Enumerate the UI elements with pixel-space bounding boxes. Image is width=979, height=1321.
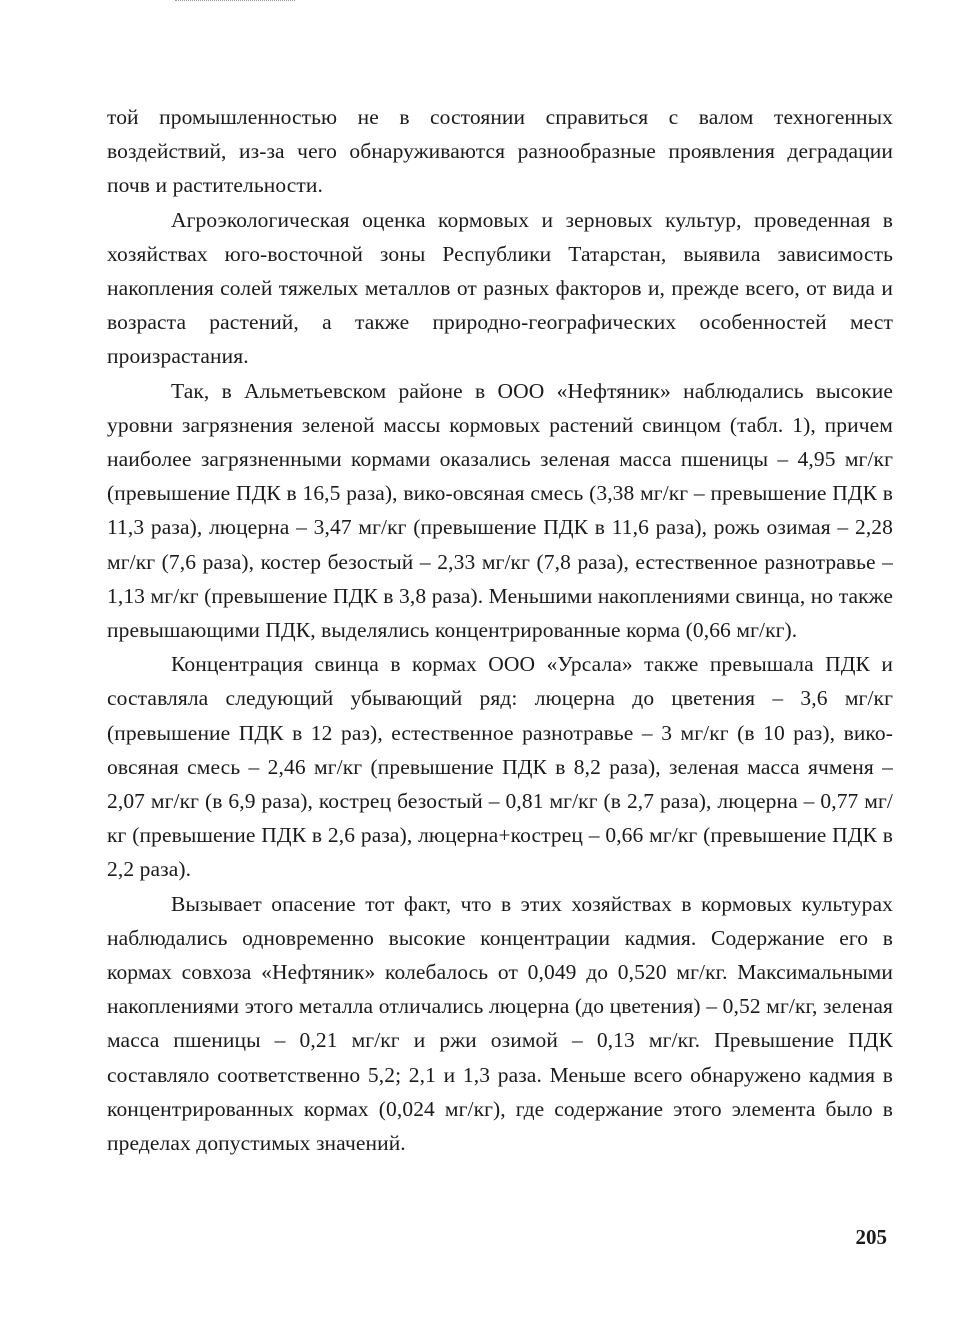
paragraph-5: Вызывает опасение тот факт, что в этих хозяйствах в кормовых культурах наблюдались одновременно высокие концентрации кадмия. Содержание его в кормах совхоза «Нефтяник» колебалось от 0,049 до 0,520 мг/кг. Максимальными накоплениями этого металла отличались люцерна (до цветения) – 0,52 мг/кг, зеленая масса пшеницы – 0,21 мг/кг и ржи озимой – 0,13 мг/кг. Превышение ПДК составляло соответственно 5,2; 2,1 и 1,3 раза. Меньше всего обнаружено кадмия в концентрированных кормах (0,024 мг/кг), где содержание этого элемента было в пределах допустимых значений. bbox=[107, 891, 893, 1156]
paragraph-3: Так, в Альметьевском районе в ООО «Нефтяник» наблюдались высокие уровни загрязнения зеленой массы кормовых растений свинцом (табл. 1), причем наиболее загрязненными кормами оказались зеленая масса пшеницы – 4,95 мг/кг (превышение ПДК в 16,5 раза), вико-овсяная смесь (3,38 мг/кг – превышение ПДК в 11,3 раза), люцерна – 3,47 мг/кг (превышение ПДК в 11,6 раза), рожь озимая – 2,28 мг/кг (7,6 раза), костер безостый – 2,33 мг/кг (7,8 раза), естественное разнотравье – 1,13 мг/кг (превышение ПДК в 3,8 раза). Меньшими накоплениями свинца, но также превышающими ПДК, выделялись концентрированные корма (0,66 мг/кг). bbox=[107, 378, 893, 643]
paragraph-1: той промышленностью не в состоянии справиться с валом техногенных воздействий, из-за чего обнаруживаются разнообразные проявления деградации почв и растительности. bbox=[107, 105, 893, 198]
page-number: 205 bbox=[855, 1225, 887, 1249]
body-text bbox=[107, 100, 893, 1160]
scan-artifact-mark bbox=[175, 0, 295, 5]
paragraph-4: Концентрация свинца в кормах ООО «Урсала» также превышала ПДК и составляла следующий убывающий ряд: люцерна до цветения – 3,6 мг/кг (превышение ПДК в 12 раз), естественное разнотравье – 3 мг/кг (в 10 раз), вико-овсяная смесь – 2,46 мг/кг (превышение ПДК в 8,2 раза), зеленая масса ячменя – 2,07 мг/кг (в 6,9 раза), кострец безостый – 0,81 мг/кг (в 2,7 раза), люцерна – 0,77 мг/кг (превышение ПДК в 2,6 раза), люцерна+кострец – 0,66 мг/кг (превышение ПДК в 2,2 раза). bbox=[107, 652, 893, 882]
paragraph-2: Агроэкологическая оценка кормовых и зерновых культур, проведенная в хозяйствах юго-восточной зоны Республики Татарстан, выявила зависимость накопления солей тяжелых металлов от разных факторов и, прежде всего, от вида и возраста растений, а также природно-географических особенностей мест произрастания. bbox=[107, 207, 893, 369]
